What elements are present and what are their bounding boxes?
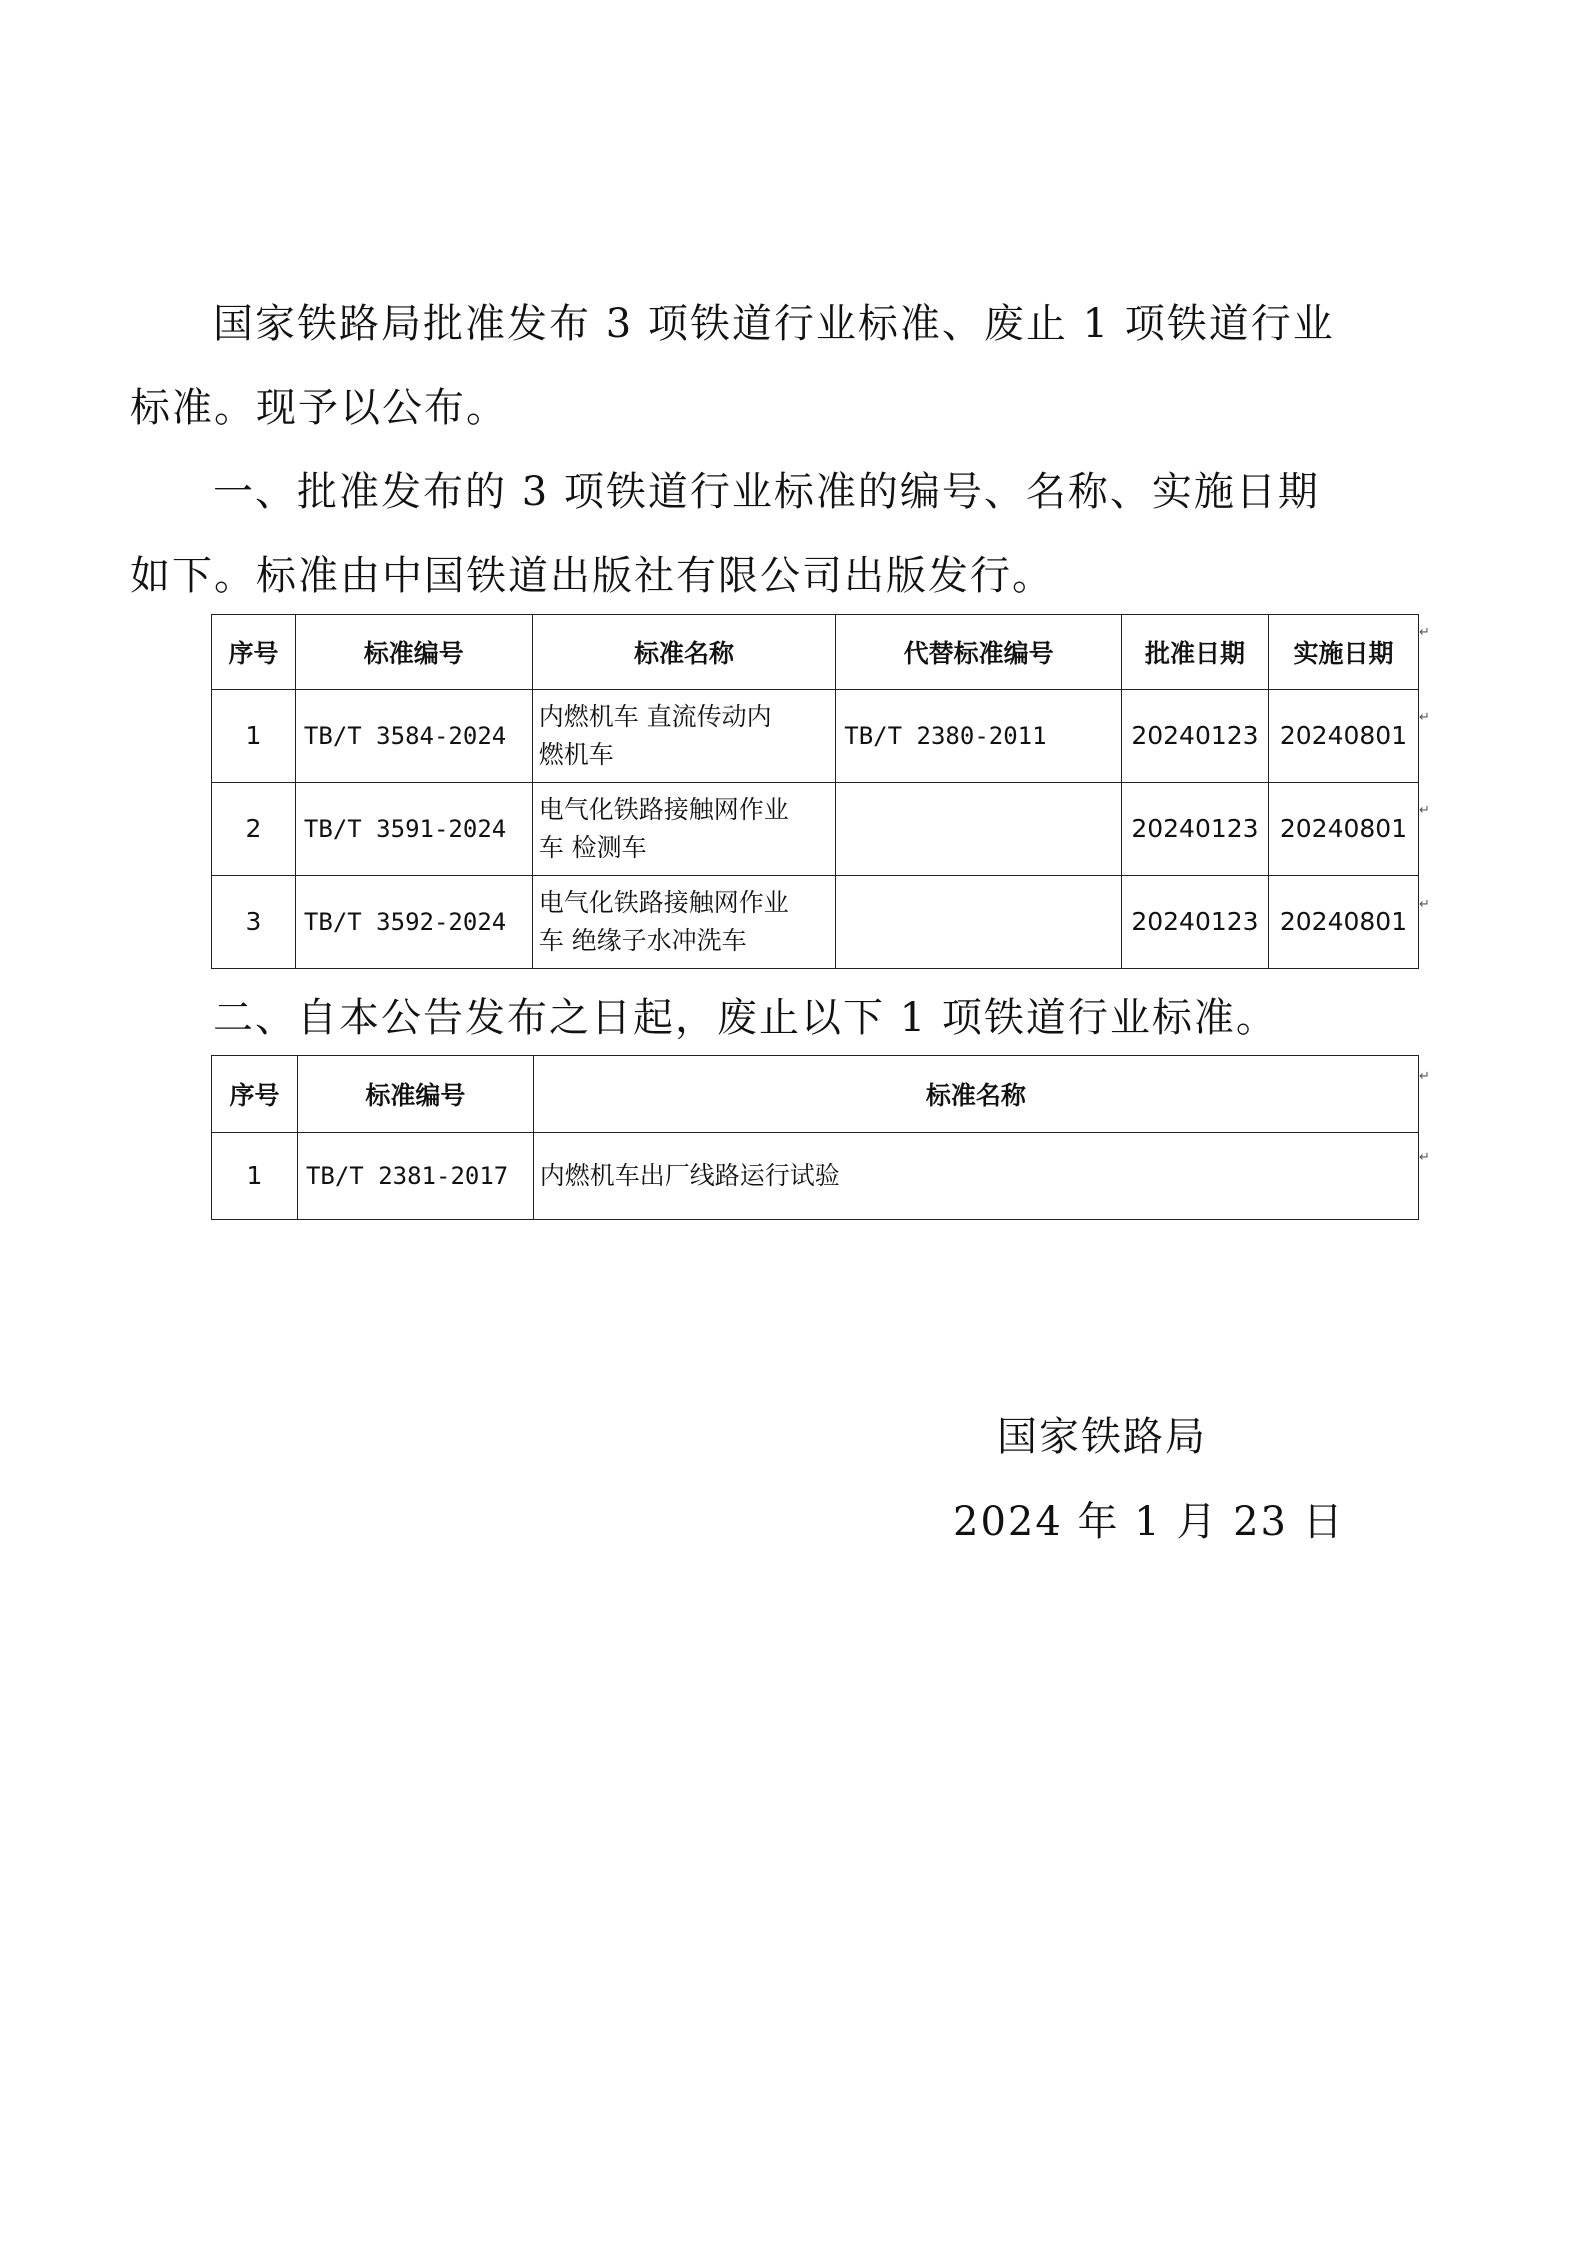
col-header-effective: 实施日期	[1268, 615, 1418, 690]
cell-name	[532, 876, 836, 969]
table-end-mark: ↵	[1419, 710, 1430, 725]
cell-code: TB/T 2381-2017	[297, 1133, 533, 1220]
col-header-code: 标准编号	[295, 615, 532, 690]
table-row	[212, 876, 1419, 969]
section-one-line-1: 一、批准发布的 3 项铁道行业标准的编号、名称、实施日期	[213, 469, 1320, 515]
col-header-code: 标准编号	[297, 1056, 533, 1133]
cell-replaces: TB/T 2380-2011	[836, 690, 1122, 783]
issuer-name: 国家铁路局	[997, 1414, 1207, 1460]
table-header-row	[212, 1056, 1419, 1133]
cell-approved: 20240123	[1121, 783, 1268, 876]
cell-code: TB/T 3584-2024	[295, 690, 532, 783]
col-header-approved: 批准日期	[1121, 615, 1268, 690]
table-row	[212, 690, 1419, 783]
cell-name-line-1: 电气化铁路接触网作业	[538, 888, 789, 917]
cell-code: TB/T 3592-2024	[295, 876, 532, 969]
cell-approved: 20240123	[1121, 690, 1268, 783]
table-header-row	[212, 615, 1419, 690]
table-row	[212, 783, 1419, 876]
section-one-paragraph	[130, 450, 1393, 618]
intro-line-1: 国家铁路局批准发布 3 项铁道行业标准、废止 1 项铁道行业	[213, 301, 1335, 347]
cell-code: TB/T 3591-2024	[295, 783, 532, 876]
cell-name-line-1: 电气化铁路接触网作业	[538, 795, 789, 824]
section-two-paragraph	[213, 976, 1393, 1060]
section-one-line-2: 如下。标准由中国铁道出版社有限公司出版发行。	[130, 553, 1054, 599]
cell-name-line-2: 车 绝缘子水冲洗车	[538, 926, 747, 955]
cell-seq: 2	[212, 783, 296, 876]
approved-standards-table	[211, 614, 1419, 969]
col-header-replaces: 代替标准编号	[836, 615, 1122, 690]
cell-name-line-2: 车 检测车	[538, 833, 647, 862]
cell-effective: 20240801	[1268, 783, 1418, 876]
cell-name	[532, 783, 836, 876]
intro-line-2: 标准。现予以公布。	[130, 385, 508, 431]
cell-name	[532, 690, 836, 783]
cell-effective: 20240801	[1268, 876, 1418, 969]
table-row	[212, 1133, 1419, 1220]
table-end-mark: ↵	[1419, 897, 1430, 912]
col-header-name: 标准名称	[532, 615, 836, 690]
cell-name-line-1: 内燃机车 直流传动内	[538, 702, 772, 731]
cell-seq: 1	[212, 1133, 298, 1220]
cell-replaces	[836, 876, 1122, 969]
cell-seq: 3	[212, 876, 296, 969]
intro-paragraph	[130, 282, 1393, 450]
table-end-mark: ↵	[1419, 803, 1430, 818]
col-header-seq: 序号	[212, 615, 296, 690]
col-header-seq: 序号	[212, 1056, 298, 1133]
section-two-line-1: 二、自本公告发布之日起，废止以下 1 项铁道行业标准。	[213, 995, 1278, 1041]
table-end-mark: ↵	[1419, 1069, 1430, 1084]
issue-date: 2024 年 1 月 23 日	[953, 1499, 1345, 1545]
cell-replaces	[836, 783, 1122, 876]
cell-effective: 20240801	[1268, 690, 1418, 783]
cell-name-line-2: 燃机车	[538, 740, 614, 769]
cell-approved: 20240123	[1121, 876, 1268, 969]
cell-name: 内燃机车出厂线路运行试验	[533, 1133, 1418, 1220]
table-end-mark: ↵	[1419, 625, 1430, 640]
table-end-mark: ↵	[1419, 1150, 1430, 1165]
abolished-standards-table	[211, 1055, 1419, 1220]
col-header-name: 标准名称	[533, 1056, 1418, 1133]
cell-seq: 1	[212, 690, 296, 783]
